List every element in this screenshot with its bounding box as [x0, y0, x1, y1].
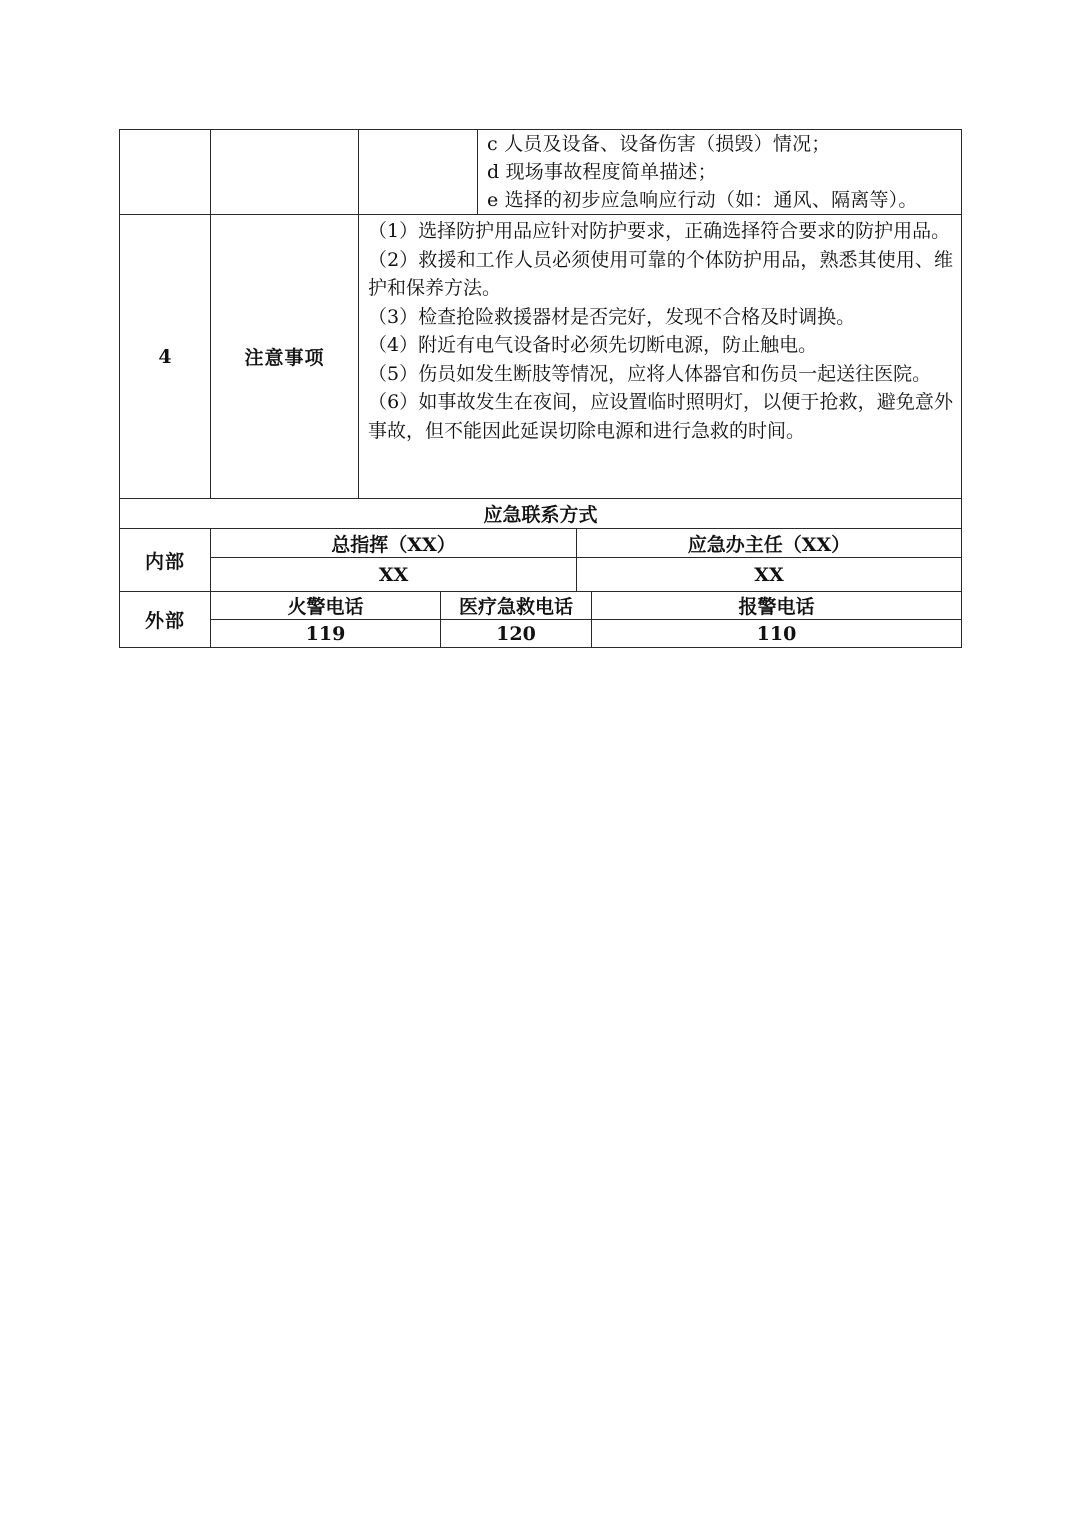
contacts-title-row: [120, 499, 962, 529]
internal-header: 应急办主任（XX）: [577, 529, 962, 558]
continued-number-cell: [120, 130, 211, 215]
notice-paragraph: （6）如事故发生在夜间，应设置临时照明灯，以便于抢救，避免意外事故，但不能因此延误切除电源和进行急救的时间。: [368, 391, 954, 442]
internal-value-row: [120, 558, 962, 592]
notice-paragraph: （1）选择防护用品应针对防护要求，正确选择符合要求的防护用品。: [368, 220, 951, 242]
internal-header: 总指挥（XX）: [211, 529, 577, 558]
external-header: 报警电话: [592, 592, 962, 620]
internal-value: XX: [211, 558, 577, 592]
continued-line: c 人员及设备、设备伤害（损毁）情况；: [487, 133, 831, 155]
row-title: 注意事项: [211, 215, 359, 499]
external-value: 119: [211, 620, 441, 648]
external-header-row: [120, 592, 962, 620]
external-value-row: [120, 620, 962, 648]
continued-line: e 选择的初步应急响应行动（如：通风、隔离等）。: [487, 189, 918, 211]
continued-title-cell: [211, 130, 359, 215]
continued-row: [120, 130, 962, 215]
notice-paragraph: （3）检查抢险救援器材是否完好，发现不合格及时调换。: [368, 305, 856, 328]
row-4: [120, 215, 962, 499]
continued-content-cell: [478, 130, 962, 215]
continued-blank-cell: [359, 130, 478, 215]
contacts-title: 应急联系方式: [120, 499, 962, 529]
external-value: 120: [441, 620, 592, 648]
external-value: 110: [592, 620, 962, 648]
internal-value: XX: [577, 558, 962, 592]
notice-paragraph: （2）救援和工作人员必须使用可靠的个体防护用品，熟悉其使用、维护和保养方法。: [368, 248, 954, 299]
row-content-cell: [359, 215, 962, 499]
continued-line: d 现场事故程度简单描述；: [487, 161, 717, 183]
row-number: 4: [120, 215, 211, 499]
external-label: 外部: [120, 592, 211, 648]
internal-header-row: [120, 529, 962, 558]
external-header: 医疗急救电话: [441, 592, 592, 620]
notice-paragraph: （4）附近有电气设备时必须先切断电源，防止触电。: [368, 334, 818, 356]
notice-paragraph: （5）伤员如发生断肢等情况，应将人体器官和伤员一起送往医院。: [368, 362, 932, 385]
internal-label: 内部: [120, 529, 211, 592]
external-header: 火警电话: [211, 592, 441, 620]
emergency-plan-table: [119, 129, 962, 648]
